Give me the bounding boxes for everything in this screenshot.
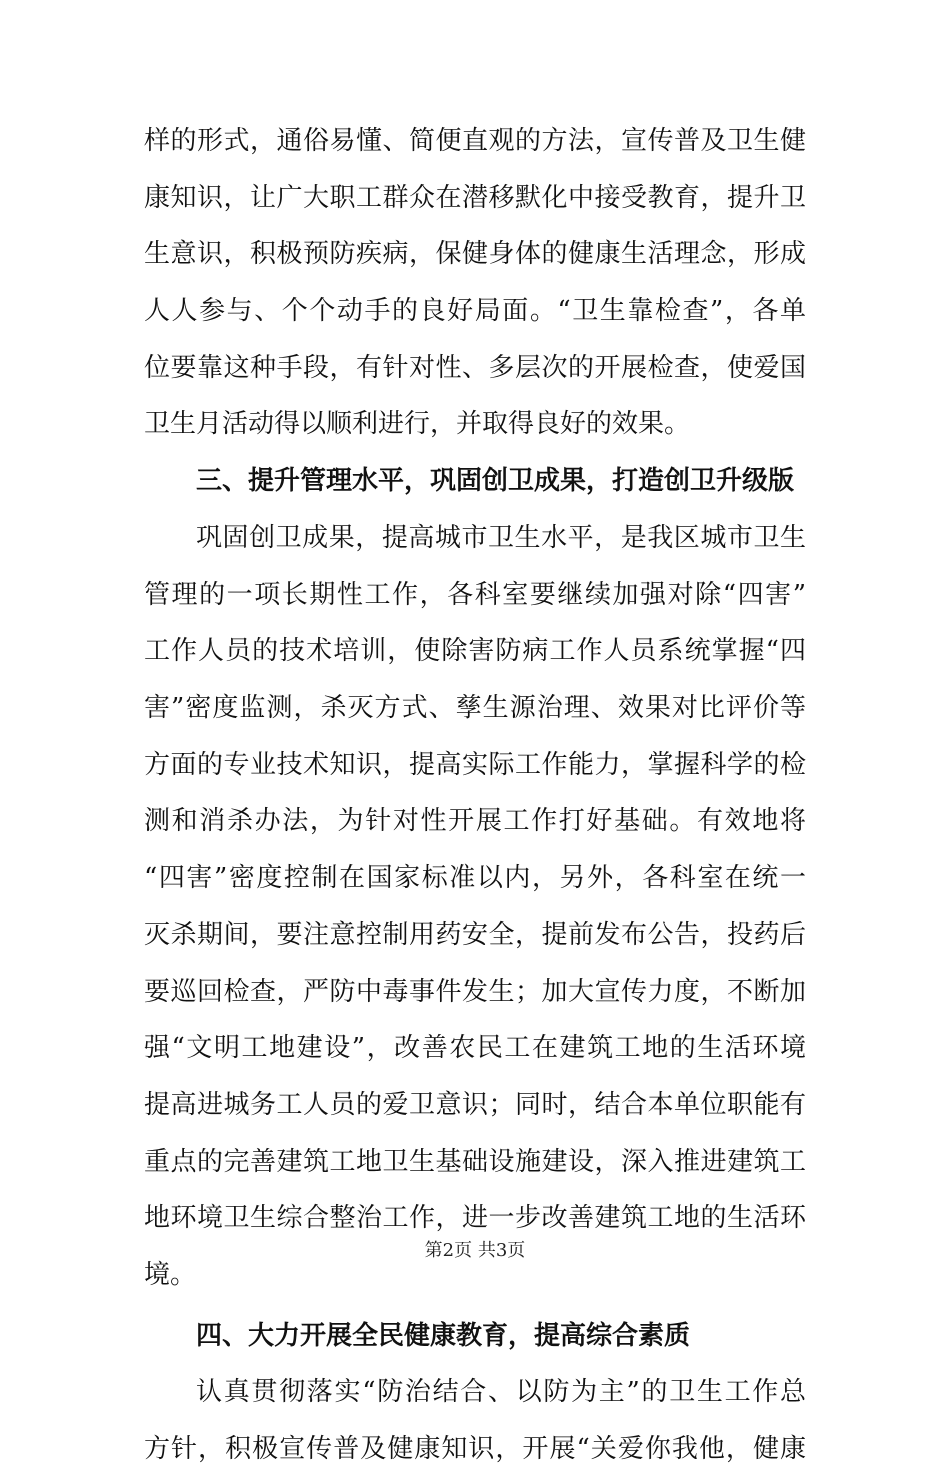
section-heading: 三、提升管理水平，巩固创卫成果，打造创卫升级版 [196,466,795,496]
section-heading: 四、大力开展全民健康教育，提高综合素质 [196,1321,691,1351]
paragraph-line: “四害”密度控制在国家标准以内，另外，各科室在统一 [144,863,806,893]
paragraph-line: 方针，积极宣传普及健康知识，开展“关爱你我他，健康 [144,1434,806,1464]
paragraph-line: 强“文明工地建设”，改善农民工在建筑工地的生活环境 [144,1033,806,1063]
paragraph-line: 康知识，让广大职工群众在潜移默化中接受教育，提升卫 [144,183,806,213]
paragraph-line: 位要靠这种手段，有针对性、多层次的开展检查，使爱国 [144,353,806,383]
paragraph-line: 要巡回检查，严防中毒事件发生；加大宣传力度，不断加 [144,977,806,1007]
paragraph-line: 人人参与、个个动手的良好局面。“卫生靠检查”，各单 [144,296,806,326]
paragraph-line: 方面的专业技术知识，提高实际工作能力，掌握科学的检 [144,750,806,780]
paragraph-line: 测和消杀办法，为针对性开展工作打好基础。有效地将 [144,806,806,836]
paragraph-line: 地环境卫生综合整治工作，进一步改善建筑工地的生活环 [144,1203,806,1233]
paragraph-line: 管理的一项长期性工作，各科室要继续加强对除“四害” [144,580,806,610]
paragraph-line: 境。 [144,1260,197,1290]
paragraph-line: 认真贯彻落实“防治结合、以防为主”的卫生工作总 [196,1377,806,1407]
page-number-footer: 第2页 共3页 [424,1240,526,1261]
paragraph-line: 样的形式，通俗易懂、简便直观的方法，宣传普及卫生健 [144,126,806,156]
paragraph-line: 害”密度监测，杀灭方式、孳生源治理、效果对比评价等 [144,693,806,723]
paragraph-line: 巩固创卫成果，提高城市卫生水平，是我区城市卫生 [196,523,806,553]
paragraph-line: 卫生月活动得以顺利进行，并取得良好的效果。 [144,409,691,439]
paragraph-line: 生意识，积极预防疾病，保健身体的健康生活理念，形成 [144,239,806,269]
paragraph-line: 重点的完善建筑工地卫生基础设施建设，深入推进建筑工 [144,1147,806,1177]
paragraph-line: 灭杀期间，要注意控制用药安全，提前发布公告，投药后 [144,920,806,950]
paragraph-line: 提高进城务工人员的爱卫意识；同时，结合本单位职能有 [144,1090,806,1120]
paragraph-line: 工作人员的技术培训，使除害防病工作人员系统掌握“四 [144,636,806,666]
